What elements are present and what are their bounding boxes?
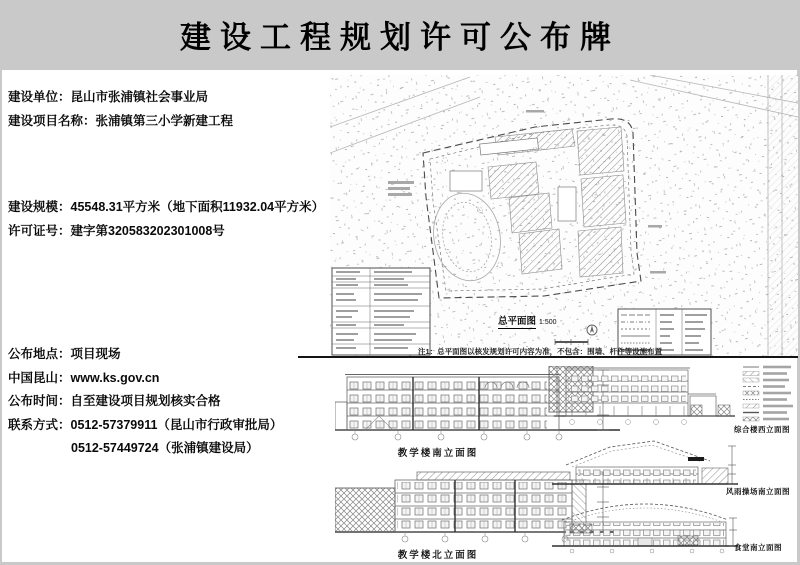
info-line-contact-2 [8,437,282,461]
site-plan-title [498,313,557,327]
indicator-table [332,268,430,355]
info-line-scale [8,196,324,220]
info-line-location [8,343,282,367]
site-plan-note: 注1：总平面图以核发规划许可内容为准，不包含：围墙、杆件等设施布置 [418,347,663,356]
caption-teaching-south: 教学楼南立面图 [397,448,479,459]
info-line-project-name [8,110,233,134]
website-url: www.ks.gov.cn [70,370,160,385]
info-line-permit-number [8,220,324,244]
site-plan-drawing [330,75,798,357]
info-value: 建字第320583202301008号 [70,223,225,238]
info-line-website [8,367,282,391]
caption-canteen-south: 食堂南立面图 [734,543,782,552]
phone-number: 0512-57379911（昆山市行政审批局） [70,417,283,432]
axis-markers [402,532,568,542]
info-line-time [8,390,282,414]
info-label: 建设项目名称： [8,113,96,128]
elevation-complex-west [550,364,735,426]
dimension-lines [553,368,561,416]
info-line-construction-unit [8,86,233,110]
section-divider [298,356,798,358]
material-legend [741,363,795,423]
info-value: 自至建设项目规划核实合格 [70,394,221,408]
info-value: 昆山市张浦镇社会事业局 [70,90,209,104]
info-value: 45548.31平方米（地下面积11932.04平方米） [70,200,325,214]
axis-markers [570,420,687,425]
info-label: 联系方式： [8,417,71,432]
site-plan-title-text: 总平面图 [498,316,537,327]
caption-teaching-north: 教学楼北立面图 [397,550,479,561]
info-group-permit [8,196,324,243]
info-label: 许可证号： [8,223,71,238]
axis-markers [352,430,562,440]
info-value: 项目现场 [70,347,121,361]
roadside-texture [767,75,798,357]
info-line-contact-1 [8,414,282,438]
elevation-gym-south [552,438,738,488]
caption-gym-south: 风雨操场南立面图 [726,487,790,496]
info-label: 建设单位： [8,90,71,104]
dimension-lines [728,446,736,484]
info-label: 公布时间： [8,394,71,408]
info-label: 公布地点： [8,347,71,361]
info-label: 建设规模： [8,200,71,214]
board-title: 建设工程规划许可公布牌 [180,20,620,55]
axis-markers [570,549,724,553]
info-group-project [8,86,233,133]
info-label: 中国昆山： [8,370,71,385]
caption-complex-west: 综合楼西立面图 [734,425,790,434]
elevation-canteen-south [552,498,738,554]
phone-number: 0512-57449724（张浦镇建设局） [71,441,259,455]
info-group-publish [8,343,282,461]
info-value: 张浦镇第三小学新建工程 [95,113,234,128]
site-plan-scale: 1:500 [539,319,557,326]
